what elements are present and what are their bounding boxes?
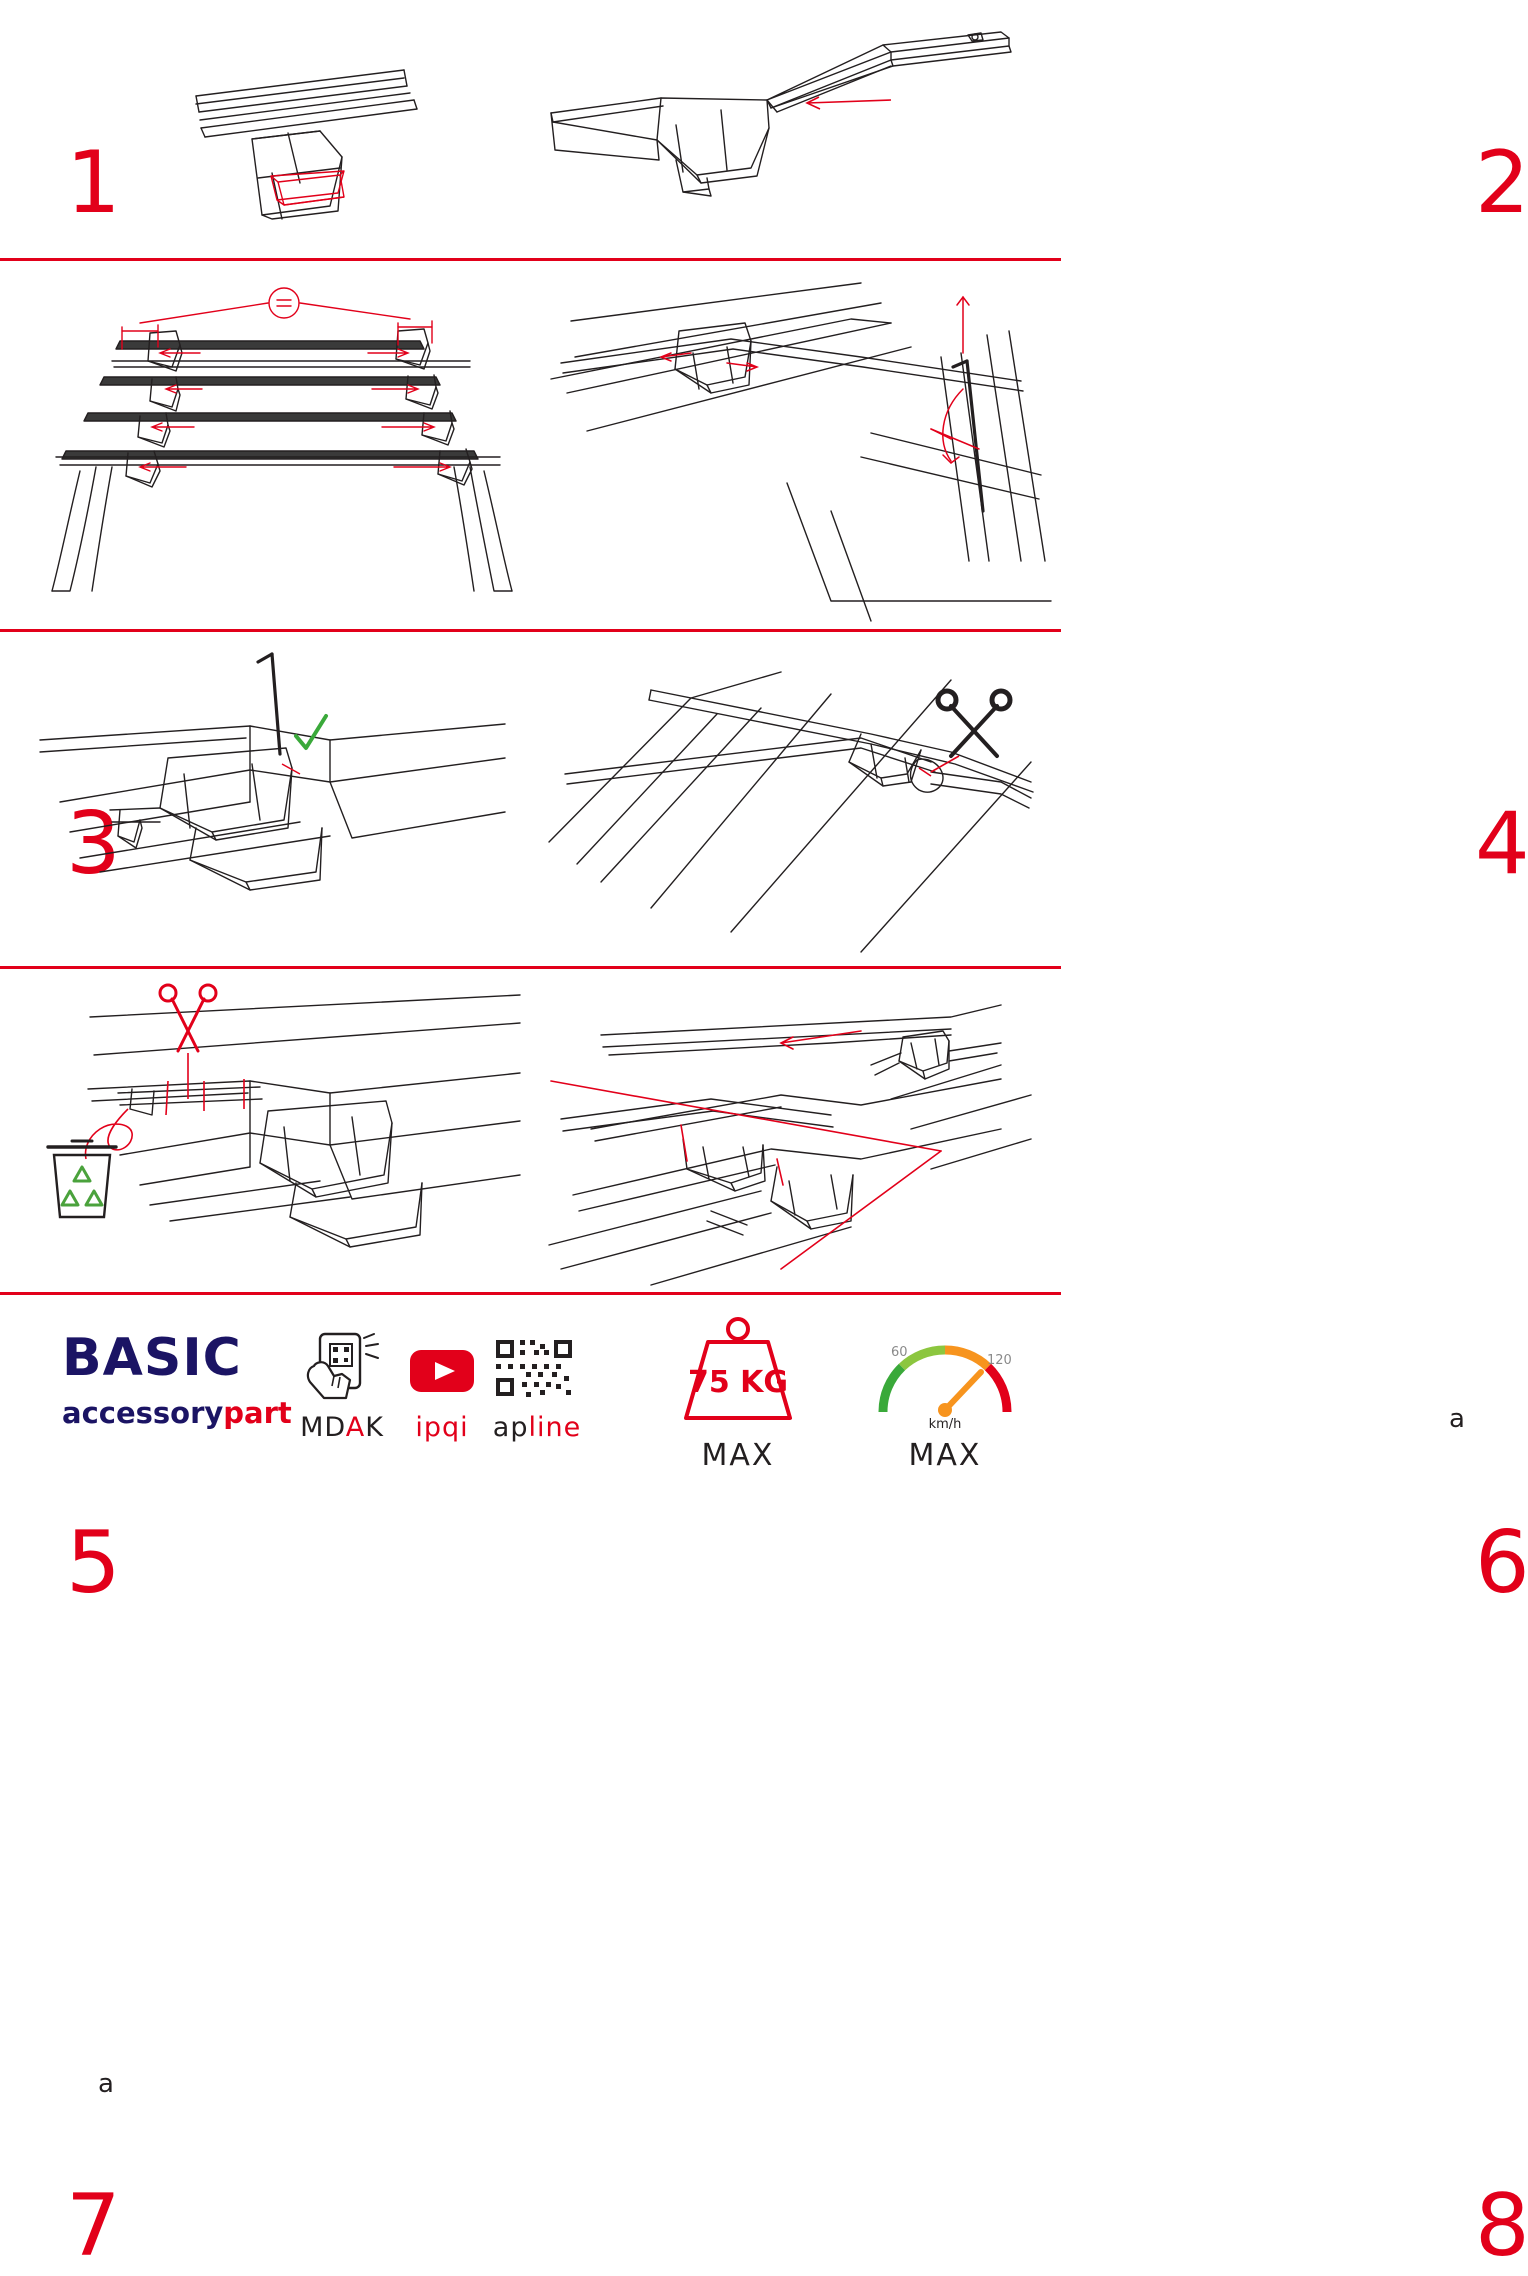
scissors-icon	[938, 691, 1010, 756]
step-number-7: 7	[66, 2176, 119, 2276]
speed-limit-caption: MAX	[908, 1438, 982, 1473]
qr-code-icon	[482, 1332, 592, 1404]
recycle-bin-icon	[48, 1141, 116, 1217]
part-label-a-step7: a	[98, 2069, 114, 2099]
youtube-icon	[398, 1332, 486, 1404]
step-8-illustration	[531, 969, 1061, 1292]
step-4-illustration	[531, 261, 1061, 629]
speed-limit-block	[855, 1312, 1035, 1473]
footer	[0, 1292, 1061, 1500]
step-number-3: 3	[66, 794, 119, 894]
brand-accessorypart	[62, 1396, 292, 1430]
step-panel-4	[531, 261, 1528, 894]
mdak-accent: A	[345, 1412, 366, 1443]
step-number-5: 5	[66, 1513, 119, 1613]
brand-part-text: part	[223, 1396, 292, 1430]
brand-accessory-text: accessory	[62, 1396, 224, 1430]
step-2-illustration	[531, 0, 1061, 258]
step-number-4: 4	[1475, 794, 1528, 894]
step-panel-1	[0, 0, 531, 258]
qr-hand-icon	[288, 1332, 396, 1404]
step-number-2: 2	[1475, 133, 1528, 233]
step-number-6: 6	[1475, 1513, 1528, 1613]
logo-ipqi[interactable]	[398, 1332, 486, 1443]
load-limit-value: 75 KG	[687, 1365, 789, 1400]
step-number-8: 8	[1475, 2176, 1528, 2276]
logo-ipqi-caption: ipqi	[415, 1412, 469, 1443]
step-5-illustration	[0, 632, 531, 966]
step-6-illustration	[531, 632, 1061, 966]
step-panel-3	[0, 261, 531, 894]
brand-basic: BASIC	[62, 1328, 242, 1388]
speed-tick-60: 60	[891, 1345, 908, 1360]
speedometer-icon	[855, 1312, 1035, 1432]
scissors-icon-step7	[160, 985, 216, 1051]
apline-prefix: ap	[492, 1412, 529, 1443]
step-7-illustration	[0, 969, 531, 1292]
apline-suffix: line	[528, 1412, 582, 1443]
mdak-prefix: MD	[300, 1412, 346, 1443]
speed-tick-120: 120	[987, 1353, 1012, 1368]
load-limit-block	[648, 1312, 828, 1473]
logo-apline-caption	[482, 1412, 592, 1443]
logo-mdak[interactable]	[288, 1332, 396, 1443]
load-limit-caption: MAX	[701, 1438, 775, 1473]
step-panel-2	[531, 0, 1528, 258]
step-number-1: 1	[66, 133, 119, 233]
logo-apline[interactable]	[482, 1332, 592, 1443]
brand-block	[62, 1328, 292, 1430]
speed-unit: km/h	[928, 1417, 962, 1432]
part-label-a-step6: a	[1449, 1404, 1465, 1434]
step-3-illustration	[0, 261, 531, 629]
mdak-suffix: K	[365, 1412, 384, 1443]
logo-mdak-caption	[288, 1412, 396, 1443]
weight-icon	[648, 1312, 828, 1432]
